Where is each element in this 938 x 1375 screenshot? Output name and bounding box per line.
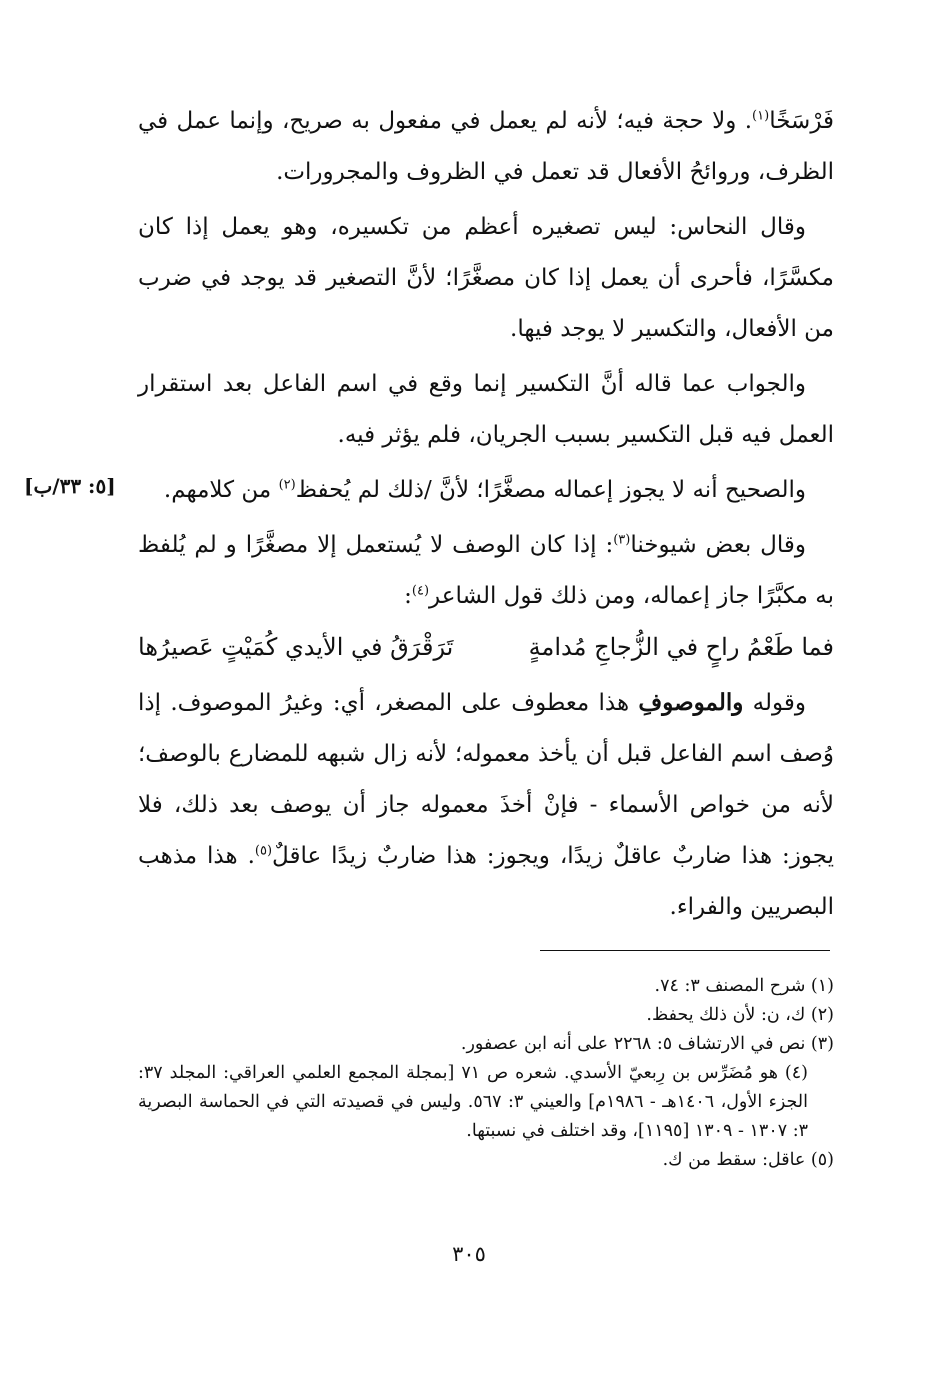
paragraph-5: [138, 520, 834, 622]
paragraph-5-text-middle: : إذا كان الوصف لا يُستعمل إلا مصغَّرًا و لم يُلفظ به مكبَّرًا جاز إعماله، ومن ذلك قول الشاعر: [138, 532, 834, 609]
paragraph-6-text-after: . هذا مذهب البصريين والفراء.: [138, 843, 834, 920]
manuscript-margin-reference: [٥: ٣٣/ب]: [24, 474, 116, 498]
footnote-2: (٢) ك، ن: لأن ذلك يحفظ.: [646, 1005, 834, 1025]
footnote-ref-2[interactable]: (٢): [278, 477, 296, 493]
footnote-separator: [540, 950, 830, 951]
paragraph-5-text-after: :: [404, 583, 412, 609]
paragraph-4: [138, 465, 834, 516]
footnote-5: (٥) عاقل: سقط من ك.: [662, 1150, 834, 1170]
footnote-ref-3[interactable]: (٣): [613, 532, 631, 548]
paragraph-6-bold-term: والموصوفِ: [638, 689, 744, 716]
footnote-ref-1[interactable]: (١): [752, 108, 770, 124]
poem-hemistich-second: تَرَقْرَقُ في الأيدي كُمَيْتٍ عَصيرُها: [138, 633, 454, 661]
poem-verse: [138, 622, 834, 673]
footnote-ref-5[interactable]: (٥): [254, 843, 273, 859]
footnote-ref-4[interactable]: (٤): [411, 583, 430, 599]
main-text: [138, 96, 834, 933]
paragraph-6-text-before: هذا معطوف على المصغر، أي: وغيرُ الموصوف. إذا وُصف اسم الفاعل قبل أن يأخذ معموله؛ لأنه زال شبهه للمضارع بالوصف؛ لأنه من خواص الأسماء - فإنْ أخذَ معموله جاز أن يوصف بعد ذلك، فلا يجوز: هذا ضاربٌ عاقلٌ زيدًا، ويجوز: هذا ضاربٌ زيدًا عاقلٌ: [138, 690, 834, 869]
footnote-4: (٤) هو مُضَرِّس بن رِبعيّ الأسدي. شعره ص ٧١ [بمجلة المجمع العلمي العراقي: المجلد ٣٧: الجزء الأول، ١٤٠٦هـ - ١٩٨٦م] والعيني ٣: ٥٦٧. وليس في قصيدته التي في الحماسة البصرية ٣: ١٣٠٧ - ١٣٠٩ [١١٩٥]، وقد اختلف في نسبتها.: [138, 1063, 808, 1141]
footnote-3: (٣) نص في الارتشاف ٥: ٢٢٦٨ على أنه ابن عصفور.: [460, 1034, 834, 1054]
footnotes: [138, 972, 834, 1175]
paragraph-1: [138, 96, 834, 198]
paragraph-1-text: . ولا حجة فيه؛ لأنه لم يعمل في مفعول به صريح، وإنما عمل في الظرف، وروائحُ الأفعال قد تعمل في الظروف والمجرورات.: [138, 108, 834, 185]
paragraph-6: [138, 677, 834, 933]
footnote-1: (١) شرح المصنف ٣: ٧٤.: [654, 976, 834, 996]
paragraph-6-lead: وقوله: [743, 690, 806, 716]
paragraph-3: والجواب عما قاله أنَّ التكسير إنما وقع في اسم الفاعل بعد استقرار العمل فيه قبل التكسير بسبب الجريان، فلم يؤثر فيه.: [138, 371, 834, 448]
page-number: ٣٠٥: [452, 1242, 486, 1266]
paragraph-1-lead: فَرْسَخًا: [769, 108, 834, 134]
poem-hemistich-first: فما طَعْمُ راحٍ في الزُّجاجِ مُدامةٍ: [528, 633, 834, 661]
paragraph-4-text-after: من كلامهم.: [163, 477, 279, 503]
paragraph-2: وقال النحاس: ليس تصغيره أعظم من تكسيره، وهو يعمل إذا كان مكسَّرًا، فأحرى أن يعمل إذا كان مصغَّرًا؛ لأنَّ التصغير قد يوجد في ضرب من الأفعال، والتكسير لا يوجد فيها.: [138, 214, 834, 342]
paragraph-4-text-before: والصحيح أنه لا يجوز إعماله مصغَّرًا؛ لأنَّ /ذلك لم يُحفظ: [295, 477, 806, 503]
paragraph-5-text-before: وقال بعض شيوخنا: [630, 532, 806, 558]
